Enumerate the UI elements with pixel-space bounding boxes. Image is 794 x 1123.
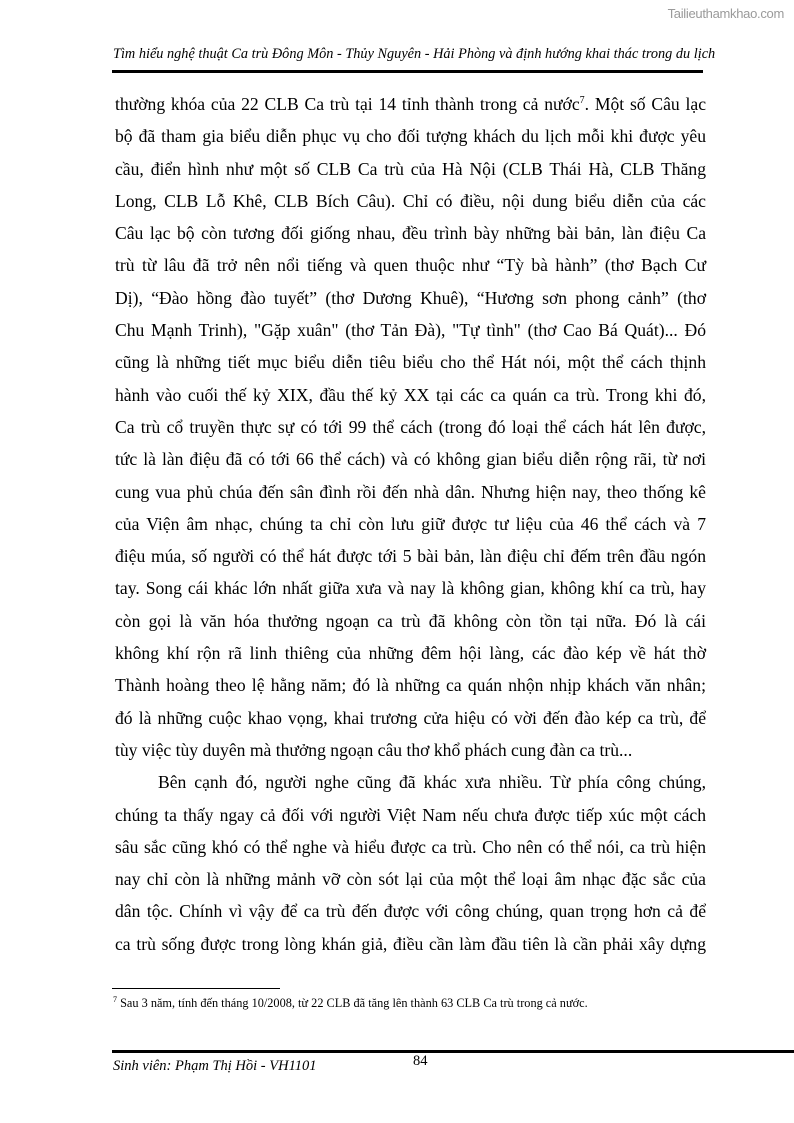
body-line <box>115 120 706 152</box>
page-number: 84 <box>413 1053 428 1069</box>
body-line <box>115 540 706 572</box>
body-line <box>115 249 706 281</box>
body-line <box>115 217 706 249</box>
body-line <box>115 702 706 734</box>
body-line <box>115 379 706 411</box>
body-line <box>115 411 706 443</box>
footnote-ref[interactable]: 7 <box>579 95 585 106</box>
body-line <box>115 605 706 637</box>
header-rule <box>112 70 703 73</box>
footnote-rule <box>112 988 280 989</box>
body-line <box>115 282 706 314</box>
text-run: Bên cạnh đó, người nghe cũng đã khác xưa nhiều. Từ phía công chúng, <box>158 772 706 793</box>
text-run: Thành hoàng theo lệ hằng năm; đó là những ca quán nhộn nhịp khách văn nhân; <box>115 675 706 696</box>
text-run: Câu lạc bộ còn tương đối giống nhau, đều trình bày những bài bản, làn điệu Ca <box>115 223 706 244</box>
body-line <box>115 669 706 701</box>
footnote-text: Sau 3 năm, tính đến tháng 10/2008, từ 22 CLB đã tăng lên thành 63 CLB Ca trù trong cả nước. <box>117 996 588 1010</box>
footnote-number: 7 <box>113 995 117 1004</box>
footnote <box>113 996 588 1011</box>
body-line <box>115 895 706 927</box>
text-run: Ca trù cổ truyền thực sự có tới 99 thể cách (trong đó loại thể cách hát lên được, <box>115 416 706 437</box>
watermark: Tailieuthamkhao.com <box>667 6 784 21</box>
body-line <box>115 88 706 120</box>
text-run: nay chỉ còn là những mảnh vỡ còn sót lại của một thể loại âm nhạc đặc sắc của <box>115 869 706 890</box>
text-run: ca trù sống được trong lòng khán giả, điều cần làm đầu tiên là cần phải xây dựng <box>115 933 706 954</box>
text-run: . Một số Câu lạc <box>584 94 707 114</box>
text-run: cầu, điển hình như một số CLB Ca trù của Hà Nội (CLB Thái Hà, CLB Thăng <box>115 158 706 179</box>
body-line <box>115 766 706 798</box>
text-run: tức là làn điệu đã có tới 66 thể cách) và có không gian biểu diễn rộng rãi, từ nơi <box>115 449 706 470</box>
text-run: không khí rộn rã linh thiêng của những đêm hội làng, các đào kép về hát thờ <box>115 643 706 664</box>
text-run: cũng là những tiết mục biểu diễn tiêu biểu cho thể Hát nói, một thể cách thịnh <box>115 352 706 373</box>
body-line <box>115 346 706 378</box>
text-run: chúng ta thấy ngay cả đối với người Việt Nam nếu chưa được tiếp xúc một cách <box>115 804 706 825</box>
text-run: đó là những cuộc khao vọng, khai trương cửa hiệu có vời đến đào kép ca trù, để <box>115 707 706 728</box>
body-line <box>115 863 706 895</box>
body-text <box>115 88 706 960</box>
body-line <box>115 831 706 863</box>
text-run: bộ đã tham gia biểu diễn phục vụ cho đối tượng khách du lịch mỗi khi được yêu <box>115 126 706 147</box>
body-line <box>115 185 706 217</box>
text-run: của Viện âm nhạc, chúng ta chỉ còn lưu giữ được tư liệu của 46 thể cách và 7 <box>115 513 706 534</box>
text-run: dân tộc. Chính vì vậy để ca trù đến được với công chúng, quan trọng hơn cả để <box>115 901 706 922</box>
body-line <box>115 153 706 185</box>
text-run: sâu sắc cũng khó có thể nghe và hiểu được ca trù. Cho nên có thể nói, ca trù hiện <box>115 836 706 857</box>
text-run: hành vào cuối thế kỷ XIX, đầu thế kỷ XX tại các ca quán ca trù. Trong khi đó, <box>115 384 706 405</box>
text-run: tùy việc tùy duyên mà thưởng ngoạn câu thơ khổ phách cung đàn ca trù... <box>115 739 633 760</box>
text-run: trù từ lâu đã trở nên nổi tiếng và quen thuộc như “Tỳ bà hành” (thơ Bạch Cư <box>115 255 706 276</box>
body-line <box>115 476 706 508</box>
text-run: thường khóa của 22 CLB Ca trù tại 14 tỉnh thành trong cả nước <box>115 94 580 114</box>
footer-rule <box>112 1050 794 1053</box>
text-run: Chu Mạnh Trinh), "Gặp xuân" (thơ Tản Đà), "Tự tình" (thơ Cao Bá Quát)... Đó <box>115 320 706 341</box>
body-line <box>115 572 706 604</box>
paragraph-1 <box>115 120 706 766</box>
running-header: Tìm hiểu nghệ thuật Ca trù Đông Môn - Thủy Nguyên - Hải Phòng và định hướng khai thác trong du lịch <box>113 46 716 62</box>
text-run: điệu múa, số người có thể hát được tới 5 bài bản, làn điệu chỉ đếm trên đầu ngón <box>115 546 706 567</box>
footer-author: Sinh viên: Phạm Thị Hồi - VH1101 <box>113 1058 317 1074</box>
paragraph-2 <box>115 766 706 960</box>
body-line <box>115 734 706 766</box>
text-run: tay. Song cái khác lớn nhất giữa xưa và nay là không gian, không khí ca trù, hay <box>115 578 706 599</box>
body-line <box>115 314 706 346</box>
body-line <box>115 443 706 475</box>
body-line <box>115 508 706 540</box>
text-run: Long, CLB Lỗ Khê, CLB Bích Câu). Chỉ có điều, nội dung biểu diễn của các <box>115 190 706 211</box>
text-run: cung vua phủ chúa đến sân đình rồi đến nhà dân. Nhưng hiện nay, theo thống kê <box>115 481 706 502</box>
body-line <box>115 799 706 831</box>
body-line <box>115 928 706 960</box>
text-run: Dị), “Đào hồng đào tuyết” (thơ Dương Khuê), “Hương sơn phong cảnh” (thơ <box>115 287 706 308</box>
text-run: còn gọi là văn hóa thưởng ngoạn ca trù đã không còn tồn tại nữa. Đó là cái <box>115 610 706 631</box>
body-line <box>115 637 706 669</box>
